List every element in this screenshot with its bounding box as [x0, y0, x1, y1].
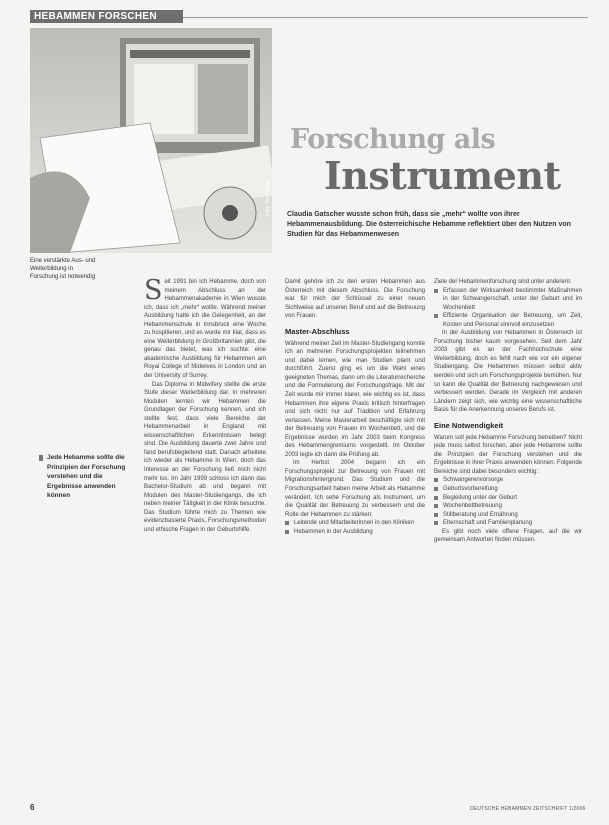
paragraph: Warum soll jede Hebamme Forschung betreiben? Nicht jede muss selbst forschen, aber jede Hebamme sollte die Prinzipien der Forschung verstehen und die Ergebnisse in ihrer Praxis anwenden können. Folgende Bereiche sind dabei besonders wichtig:	[434, 434, 582, 475]
list-item: Effiziente Organisation der Betreuung, um Zeit, Kosten und Personal sinnvoll einzusetzen	[434, 312, 582, 329]
subheading: Eine Notwendigkeit	[434, 420, 504, 430]
list-item: Stillberatung und Ernährung	[434, 511, 582, 520]
list-item: Wochenbettbetreuung	[434, 502, 582, 511]
paragraph: Ziele der Hebammenforschung sind unter anderem:	[434, 279, 572, 285]
paragraph: Damit gehöre ich zu den ersten Hebammen aus Österreich mit diesem Abschluss. Die Forschung war für mich der Schlüssel zu einer neuen Sichtweise auf unseren Beruf und auf die Betreuung von Frauen.	[285, 279, 425, 320]
bullet-list	[285, 519, 425, 536]
paragraph: In der Ausbildung von Hebammen in Österreich ist Forschung bisher kaum vorgesehen. Seit dem Jahr 2003 gibt es an der Fachhochschule eine Weiterbildung, doch es fehlt nach wie vor ein eigener Studiengang. Die Hebammen müssen selbst aktiv werden und sich um Forschungsprojekte bemühen. Nur so kann die Qualität der Betreuung nachgewiesen und verbessert werden. Gerade im Vergleich mit anderen Ländern zeigt sich, wie wichtig eine wissenschaftliche Basis für die Anerkennung unseres Berufs ist.	[434, 330, 582, 414]
list-item: Leitende und Mitarbeiterinnen in den Kliniken	[285, 519, 425, 528]
list-item: Geburtsvorbereitung	[434, 485, 582, 494]
list-item: Hebammen in der Ausbildung	[285, 528, 425, 537]
drop-cap: S	[144, 275, 163, 306]
text-column-2	[285, 278, 425, 536]
photo-credit: Foto: Tina Seiler	[265, 180, 271, 217]
paragraph: Es gibt noch viele offene Fragen, auf die wir gemeinsam Antworten finden müssen.	[434, 528, 582, 544]
paragraph: Während meiner Zeit im Master-Studiengang konnte ich an mehreren Forschungsprojekten teilnehmen und dabei lernen, wie man Studien plant und durchführt. Zuerst ging es um die Wahl eines geeigneten Themas, dann um die Literaturrecherche und die Formulierung der Forschungsfrage. Mit der Zeit wurde mir immer klarer, wie wichtig es ist, dass Hebammen ihre eigene Praxis kritisch hinterfragen und sich nicht nur auf Tradition und Erfahrung verlassen. Meine Masterarbeit beschäftigte sich mit der Betreuung von Frauen im Wochenbett, und die Ergebnisse wurden im Jahr 2003 beim Kongress des Hebammengremiums vorgestellt. Im Oktober 2003 legte ich dann die Prüfung ab.	[285, 340, 425, 458]
paragraph: Im Herbst 2004 begann ich ein Forschungsprojekt zur Betreuung von Frauen mit Migrationshintergrund. Das Studium und die Forschungsarbeit haben meine Arbeit als Hebamme verändert. Ich sehe Forschung als Instrument, um die Qualität der Betreuung zu verbessern und die Rolle der Hebammen zu stärken:	[285, 460, 425, 518]
list-item: Begleitung unter der Geburt	[434, 494, 582, 503]
pullquote-marker	[39, 455, 43, 461]
list-item: Schwangerenvorsorge	[434, 476, 582, 485]
text-column-1	[144, 275, 266, 534]
article-photo	[30, 28, 272, 253]
article-lede: Claudia Gatscher wusste schon früh, dass sie „mehr“ wollte von ihrer Hebammenausbildung. Die österreichische Hebamme reflektiert über den Nutzen von Studien für das Hebammenwesen	[287, 211, 571, 238]
subheading: Master-Abschluss	[285, 326, 350, 336]
photo-caption: Eine verstärkte Aus- und Weiterbildung in Forschung ist notwendig	[30, 258, 96, 280]
bullet-list	[434, 287, 582, 330]
journal-footer: DEUTSCHE HEBAMMEN ZEITSCHRIFT 1/2006	[470, 806, 586, 812]
list-item: Erfassen der Wirksamkeit bestimmter Maßnahmen in der Schwangerschaft, unter der Geburt und im Wochenbett	[434, 287, 582, 313]
bullet-list	[434, 476, 582, 527]
pullquote: Jede Hebamme sollte die Prinzipien der Forschung verstehen und die Ergebnisse anwenden können	[47, 454, 126, 499]
header-rule	[183, 17, 588, 18]
paragraph: eit 1991 bin ich Hebamme, doch von meinem Abschluss an der Hebammenakademie in Wien wusste ich, dass ich „mehr“ wollte. Während meiner Ausbildung hatte ich die Gelegenheit, an der Hebammenschule in Innsbruck eine Woche zu hospitieren, und es wurde mir klar, dass es eine Weiterbildung in Großbritannien gibt, die genau das bietet, was ich suchte: eine akademische Ausbildung für Hebammen am Royal College of Midwives in London und an der University of Surrey.	[144, 279, 266, 380]
title-line-1: Forschung als	[290, 124, 496, 155]
paragraph: Das Diploma in Midwifery stellte die erste Stufe dieser Weiterbildung dar. In mehreren Modulen lernten wir Hebammen die Grundlagen der Forschung kennen, und ich stellte fest, dass viele Bereiche der Hebammenarbeit in England mit wissenschaftlichen Erkenntnissen belegt sind. Die Ausbildung dauerte zwei Jahre und fand berufsbegleitend statt. Danach arbeitete ich wieder als Hebamme in Wien, doch das Interesse an der Forschung ließ mich nicht mehr los. Im Jahr 1999 schloss ich dann das Bachelor-Studium ab und begann mit Modulen des Master-Studiengangs, die ich neben meiner Tätigkeit in der Klinik besuchte. Das Studium führte mich zu Themen wie evidenzbasierte Praxis, Forschungsmethoden und ethische Fragen in der Geburtshilfe.	[144, 381, 266, 533]
title-line-2: Instrument	[324, 153, 561, 198]
page-number: 6	[30, 803, 35, 812]
section-header: HEBAMMEN FORSCHEN	[34, 11, 157, 22]
list-item: Elternschaft und Familienplanung	[434, 519, 582, 528]
text-column-3	[434, 278, 582, 545]
